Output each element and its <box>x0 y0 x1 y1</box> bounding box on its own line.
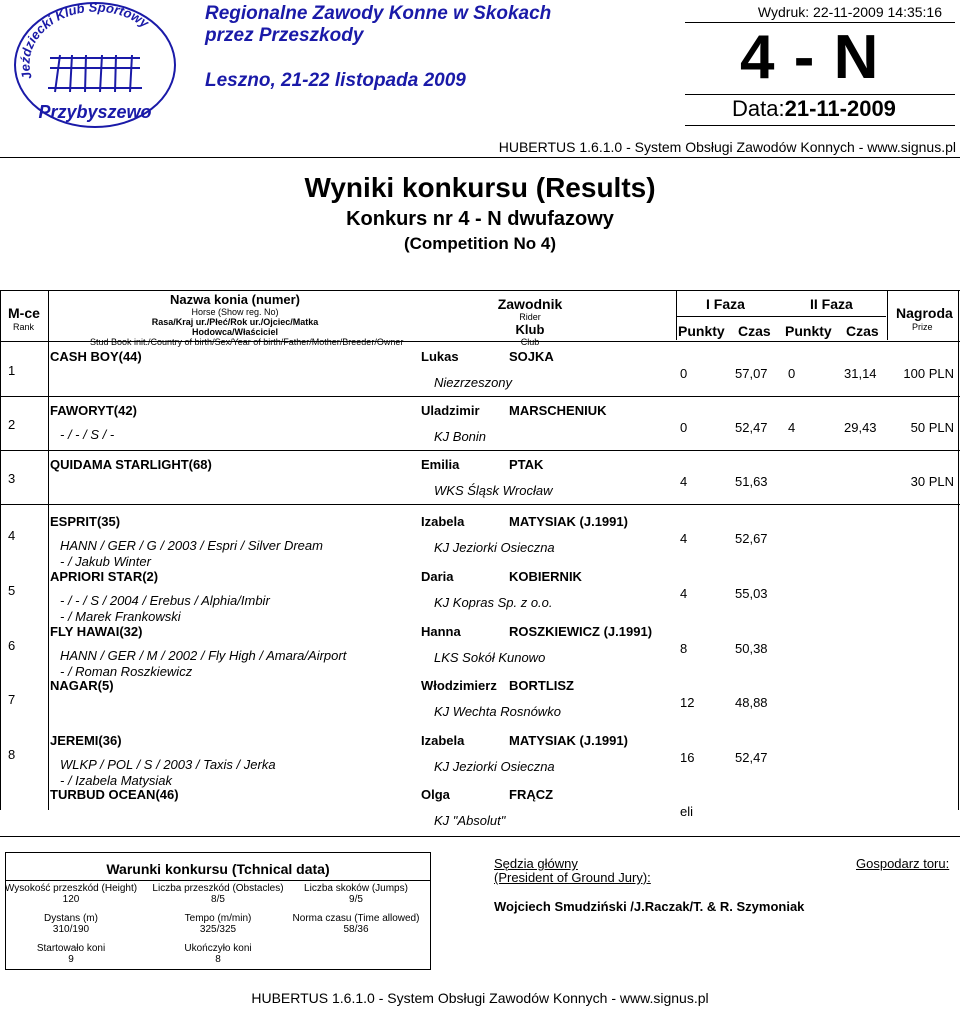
technical-data-box <box>5 852 431 970</box>
rank-cell: 6 <box>8 638 16 653</box>
horse-owner: - / Jakub Winter <box>60 554 151 569</box>
tech-jumps: Liczba skoków (Jumps) 9/5 <box>304 883 408 905</box>
tech-title: Warunki konkursu (Tchnical data) <box>106 861 330 877</box>
header-divider-bottom <box>685 125 955 126</box>
print-timestamp: Wydruk: 22-11-2009 14:35:16 <box>757 4 942 20</box>
rider-last-name: KOBIERNIK <box>509 569 582 584</box>
tech-distance: Dystans (m) 310/190 <box>44 913 98 935</box>
row-divider <box>0 504 960 505</box>
col-phase1: I Faza <box>706 296 745 312</box>
phase1-points: 4 <box>680 474 688 489</box>
rider-first-name: Emilia <box>421 457 460 472</box>
club-logo <box>10 0 180 130</box>
table-border-left <box>0 290 1 810</box>
table-header-bottom-rule <box>0 341 960 342</box>
phase1-points: 4 <box>680 531 688 546</box>
phase1-points: 12 <box>680 695 695 710</box>
table-bottom-rule <box>0 836 960 837</box>
club-name: KJ Bonin <box>434 429 487 444</box>
competition-subtitle: (Competition No 4) <box>403 234 557 253</box>
tech-started: Startowało koni 9 <box>36 943 106 965</box>
rank-cell: 3 <box>8 471 16 486</box>
col-time2: Czas <box>846 323 879 339</box>
phase1-points: eli <box>680 804 694 819</box>
prize-cell: 30 PLN <box>910 474 954 489</box>
col-prize: Nagroda <box>896 305 953 321</box>
col-rider-club: Zawodnik Rider Klub Club <box>497 296 563 347</box>
col-prize-en: Prize <box>912 322 933 332</box>
club-name: WKS Śląsk Wrocław <box>434 483 553 498</box>
phase1-time: 51,63 <box>735 474 768 489</box>
logo-text-top: Jeździecki Klub Sportowy <box>17 0 152 82</box>
rank-cell: 2 <box>8 417 16 432</box>
rider-last-name: PTAK <box>509 457 544 472</box>
row-divider <box>0 450 960 451</box>
horse-name: JEREMI(36) <box>50 733 122 748</box>
header-divider-mid <box>685 94 955 95</box>
judge-names: Wojciech Smudziński /J.Raczak/T. & R. Szymoniak <box>494 899 805 914</box>
club-name: KJ Wechta Rosnówko <box>434 704 561 719</box>
tech-obstacles: Liczba przeszkód (Obstacles) 8/5 <box>152 883 284 905</box>
tech-time-allowed: Norma czasu (Time allowed) 58/36 <box>292 913 420 935</box>
phase1-time: 52,67 <box>735 531 768 546</box>
prize-cell: 50 PLN <box>910 420 954 435</box>
phase2-time: 29,43 <box>844 420 877 435</box>
rider-first-name: Hanna <box>421 624 461 639</box>
rider-first-name: Daria <box>421 569 454 584</box>
rider-last-name: SOJKA <box>509 349 554 364</box>
phase1-points: 8 <box>680 641 688 656</box>
club-name: KJ Jeziorki Osieczna <box>434 540 555 555</box>
host-label: Gospodarz toru: <box>856 856 950 871</box>
class-code: 4 - N <box>740 23 880 92</box>
rank-cell: 1 <box>8 363 16 378</box>
table-col-divider-prize <box>887 290 888 340</box>
rider-last-name: MATYSIAK (J.1991) <box>509 514 628 529</box>
club-name: Niezrzeszony <box>434 375 513 390</box>
phase2-points: 4 <box>788 420 796 435</box>
horse-name: NAGAR(5) <box>50 678 114 693</box>
col-rank: M-ce <box>8 305 40 321</box>
horse-name: ESPRIT(35) <box>50 514 121 529</box>
horse-name: FAWORYT(42) <box>50 403 137 418</box>
col-phase2: II Faza <box>810 296 853 312</box>
header-rule <box>0 157 960 158</box>
rank-cell: 7 <box>8 692 16 707</box>
judge-label-en: (President of Ground Jury): <box>494 870 651 885</box>
horse-info: HANN / GER / G / 2003 / Espri / Silver Dream <box>60 538 323 553</box>
horse-owner: - / Roman Roszkiewicz <box>60 664 193 679</box>
club-name: LKS Sokół Kunowo <box>434 650 546 665</box>
horse-name: CASH BOY(44) <box>50 349 142 364</box>
rider-last-name: MARSCHENIUK <box>509 403 607 418</box>
table-header-top-rule <box>0 290 960 291</box>
table-border-right <box>958 290 959 810</box>
table-col-divider-rank <box>48 290 49 810</box>
horse-name: APRIORI STAR(2) <box>50 569 159 584</box>
horse-info: - / - / S / - <box>60 427 115 442</box>
rank-cell: 8 <box>8 747 16 762</box>
col-horse: Nazwa konia (numer) Horse (Show reg. No) Rasa/Kraj ur./Płeć/Rok ur./Ojciec/Matka Hodowca/Właściciel Stud Book init./Country of birth/Sex/Year of birth/Father/Mother/Breeder/Owner <box>90 292 404 347</box>
rider-last-name: MATYSIAK (J.1991) <box>509 733 628 748</box>
phase1-points: 0 <box>680 366 688 381</box>
logo-text-bottom: Przybyszewo <box>38 102 152 122</box>
table-col-divider-phase <box>676 290 677 340</box>
horse-owner: - / Izabela Matysiak <box>60 773 172 788</box>
col-points1: Punkty <box>678 323 725 339</box>
phase2-time: 31,14 <box>844 366 877 381</box>
club-name: KJ "Absolut" <box>434 813 506 828</box>
phase1-points: 16 <box>680 750 695 765</box>
club-name: KJ Jeziorki Osieczna <box>434 759 555 774</box>
results-title: Wyniki konkursu (Results) <box>304 172 656 203</box>
horse-name: FLY HAWAI(32) <box>50 624 143 639</box>
judge-label: Sędzia główny <box>494 856 578 871</box>
event-title-line1: Regionalne Zawody Konne w Skokach <box>205 3 552 24</box>
phase1-time: 52,47 <box>735 750 768 765</box>
phase1-points: 0 <box>680 420 688 435</box>
rider-last-name: FRĄCZ <box>509 787 554 802</box>
event-title-line2: przez Przeszkody <box>205 25 364 46</box>
horse-info: WLKP / POL / S / 2003 / Taxis / Jerka <box>60 757 276 772</box>
phase1-time: 55,03 <box>735 586 768 601</box>
competition-title: Konkurs nr 4 - N dwufazowy <box>346 208 614 230</box>
tech-tempo: Tempo (m/min) 325/325 <box>184 913 252 935</box>
tech-finished: Ukończyło koni 8 <box>184 943 252 965</box>
phase-divider <box>676 316 886 317</box>
phase1-time: 52,47 <box>735 420 768 435</box>
rider-last-name: BORTLISZ <box>509 678 574 693</box>
row-divider <box>0 396 960 397</box>
rider-first-name: Włodzimierz <box>421 678 497 693</box>
horse-owner: - / Marek Frankowski <box>60 609 181 624</box>
col-rank-en: Rank <box>13 322 35 332</box>
phase1-points: 4 <box>680 586 688 601</box>
competition-date: Data:21-11-2009 <box>732 96 896 121</box>
rider-first-name: Olga <box>421 787 450 802</box>
col-time1: Czas <box>738 323 771 339</box>
rider-first-name: Lukas <box>421 349 459 364</box>
phase1-time: 50,38 <box>735 641 768 656</box>
software-credit-top: HUBERTUS 1.6.1.0 - System Obsługi Zawodów Konnych - www.signus.pl <box>498 139 956 155</box>
event-location-date: Leszno, 21-22 listopada 2009 <box>205 70 466 91</box>
rider-first-name: Izabela <box>421 733 465 748</box>
horse-info: - / - / S / 2004 / Erebus / Alphia/Imbir <box>60 593 270 608</box>
phase1-time: 57,07 <box>735 366 768 381</box>
tech-title-rule <box>6 880 430 881</box>
software-credit-bottom: HUBERTUS 1.6.1.0 - System Obsługi Zawodów Konnych - www.signus.pl <box>251 990 709 1006</box>
tech-height: Wysokość przeszkód (Height) 120 <box>4 883 138 905</box>
rider-first-name: Izabela <box>421 514 465 529</box>
phase2-points: 0 <box>788 366 796 381</box>
rider-last-name: ROSZKIEWICZ (J.1991) <box>509 624 653 639</box>
horse-info: HANN / GER / M / 2002 / Fly High / Amara/Airport <box>60 648 347 663</box>
club-name: KJ Kopras Sp. z o.o. <box>434 595 553 610</box>
phase1-time: 48,88 <box>735 695 768 710</box>
rank-cell: 5 <box>8 583 16 598</box>
col-points2: Punkty <box>785 323 832 339</box>
prize-cell: 100 PLN <box>903 366 954 381</box>
horse-name: QUIDAMA STARLIGHT(68) <box>50 457 212 472</box>
rank-cell: 4 <box>8 528 16 543</box>
horse-name: TURBUD OCEAN(46) <box>50 787 179 802</box>
rider-first-name: Uladzimir <box>421 403 480 418</box>
